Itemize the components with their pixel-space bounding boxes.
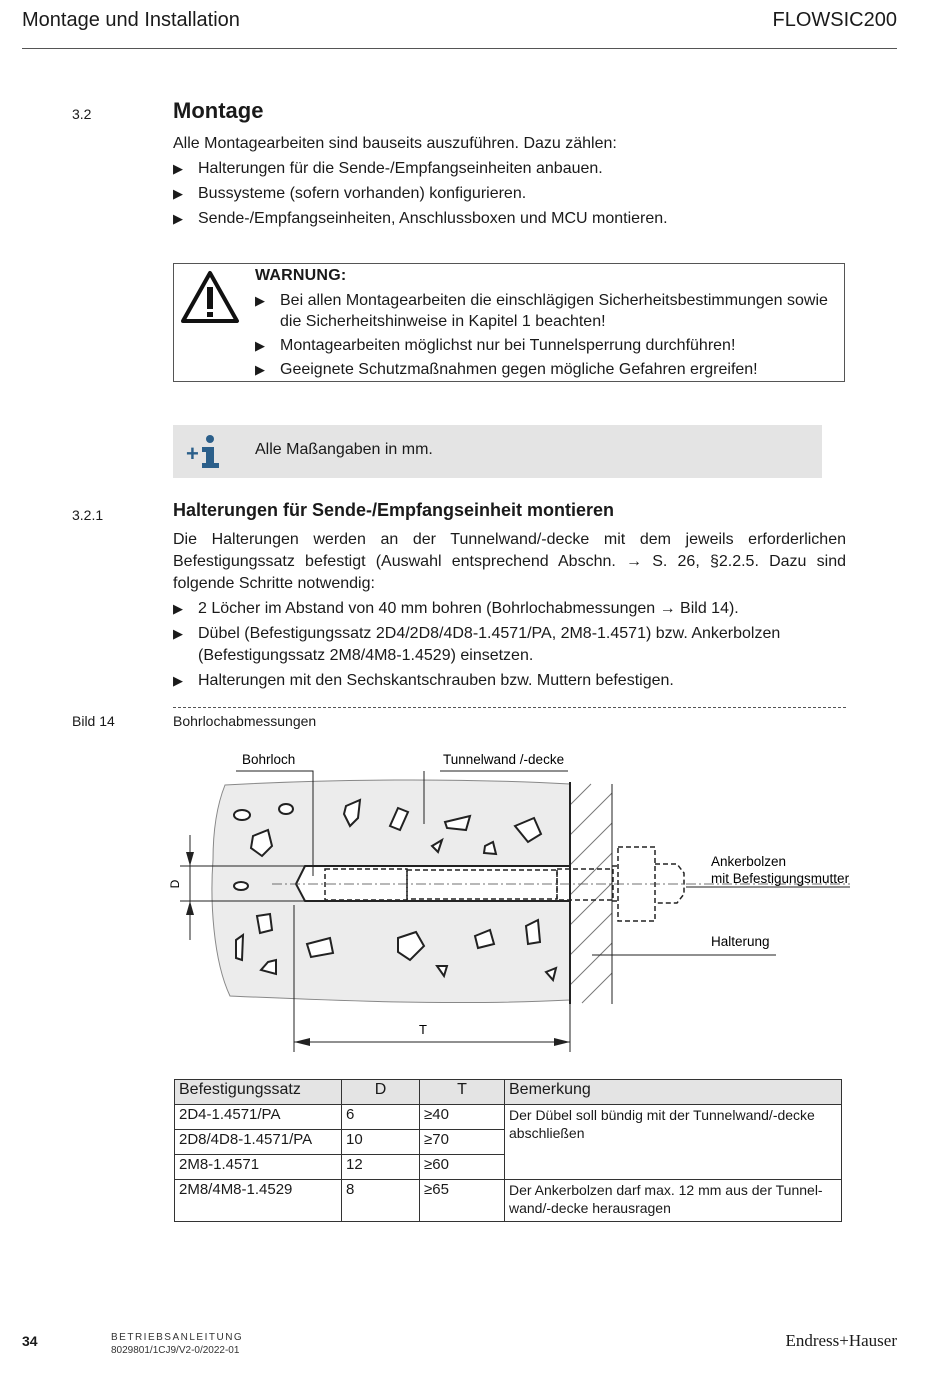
list-item: ▶ Bussysteme (sofern vorhanden) konfigurieren.: [173, 183, 846, 205]
table-header-row: [175, 1080, 842, 1105]
table-cell: 2M8-1.4571: [175, 1155, 342, 1180]
info-icon: [185, 434, 225, 470]
table-cell: 2D4-1.4571/PA: [175, 1105, 342, 1130]
warning-triangle-icon: [180, 270, 240, 324]
bullet-arrow-icon: ▶: [173, 601, 183, 616]
table-row: [175, 1105, 842, 1130]
list-item: ▶ Bei allen Montagearbeiten die einschlägigen Sicherheitsbestimmungen sowie die Sicherheitshinweise in Kapitel 1 beachten!: [255, 292, 828, 330]
section-number: 3.2: [72, 106, 92, 122]
footer-version: 8029801/1CJ9/V2-0/2022-01: [111, 1345, 240, 1356]
list-item: ▶ Montagearbeiten möglichst nur bei Tunnelsperrung durchführen!: [255, 337, 736, 354]
label-ankerbolzen: Ankerbolzen: [711, 854, 787, 869]
subsection-body: [173, 529, 846, 695]
table-cell: ≥65: [420, 1180, 505, 1222]
figure-caption: Bohrlochabmessungen: [173, 713, 317, 729]
list-item: ▶ Halterungen für die Sende-/Empfangseinheiten anbauen.: [173, 158, 846, 180]
warning-list: [255, 290, 835, 383]
bullet-arrow-icon: ▶: [173, 161, 183, 176]
bullet-arrow-icon: ▶: [255, 338, 265, 353]
section-intro: Alle Montagearbeiten sind bauseits auszuführen. Dazu zählen:: [173, 135, 617, 152]
figure-label: Bild 14: [72, 713, 115, 729]
header-product: FLOWSIC200: [772, 9, 897, 31]
label-bohrloch: Bohrloch: [242, 752, 296, 767]
steps-list: [173, 598, 846, 692]
list-item: ▶ Sende-/Empfangseinheiten, Anschlussboxen und MCU montieren.: [173, 208, 846, 230]
header-divider: [22, 48, 897, 49]
table-cell: 10: [342, 1130, 420, 1155]
table-cell: ≥60: [420, 1155, 505, 1180]
page-number: 34: [22, 1333, 38, 1349]
column-header: T: [420, 1080, 505, 1105]
section-title: Montage: [173, 98, 264, 123]
svg-text:+: +: [186, 441, 199, 466]
bullet-arrow-icon: ▶: [173, 626, 183, 641]
dimension-t-label: T: [419, 1022, 427, 1037]
bullet-arrow-icon: ▶: [255, 362, 265, 377]
bullet-arrow-icon: ▶: [173, 673, 183, 688]
table-cell-remark: Der Dübel soll bündig mit der Tunnelwand/-decke abschließen: [505, 1105, 842, 1180]
label-befestigungsmutter: mit Befestigungsmutter: [711, 871, 850, 886]
table-cell: 6: [342, 1105, 420, 1130]
list-item: ▶ Geeignete Schutzmaßnahmen gegen mögliche Gefahren ergreifen!: [255, 361, 758, 378]
section-body: [173, 133, 846, 233]
table-cell: 8: [342, 1180, 420, 1222]
table-row: [175, 1180, 842, 1222]
label-tunnelwand: Tunnelwand /-decke: [443, 752, 565, 767]
list-item: ▶ 2 Löcher im Abstand von 40 mm bohren (Bohrlochabmessungen → Bild 14).: [173, 598, 846, 620]
label-halterung: Halterung: [711, 934, 770, 949]
footer-doc-type: BETRIEBSANLEITUNG: [111, 1332, 244, 1343]
list-item: ▶ Halterungen mit den Sechskantschrauben bzw. Muttern befestigen.: [173, 670, 846, 692]
subsection-paragraph: Die Halterungen werden an der Tunnelwand/-decke mit dem jeweils erforderlichen Befestigungssatz befestigt (Auswahl entsprechend Abschn. → S. 26, §2.2.5. Dazu sind folgende Schritte notwendig:: [173, 531, 846, 592]
spec-table: [174, 1079, 842, 1222]
section-bullet-list: [173, 158, 846, 230]
warning-title: WARNUNG:: [255, 267, 347, 284]
dimension-d-label: D: [168, 879, 183, 889]
drill-hole-diagram: [160, 740, 870, 1060]
bullet-arrow-icon: ▶: [173, 186, 183, 201]
subsection-title: Halterungen für Sende-/Empfangseinheit montieren: [173, 500, 615, 520]
column-header: D: [342, 1080, 420, 1105]
table-cell: 2D8/4D8-1.4571/PA: [175, 1130, 342, 1155]
bullet-arrow-icon: ▶: [255, 293, 265, 308]
table-cell-remark: Der Ankerbolzen darf max. 12 mm aus der Tunnel-wand/-decke herausragen: [505, 1180, 842, 1222]
info-text: Alle Maßangaben in mm.: [255, 441, 433, 458]
table-cell: ≥40: [420, 1105, 505, 1130]
drill-hole: [296, 866, 570, 901]
column-header: Bemerkung: [505, 1080, 842, 1105]
list-item: ▶ Dübel (Befestigungssatz 2D4/2D8/4D8-1.4571/PA, 2M8-1.4571) bzw. Ankerbolzen (Befestigungssatz 2M8/4M8-1.4529) einsetzen.: [173, 625, 781, 664]
table-cell: 12: [342, 1155, 420, 1180]
column-header: Befestigungssatz: [175, 1080, 342, 1105]
table-cell: 2M8/4M8-1.4529: [175, 1180, 342, 1222]
brand-logo: Endress+Hauser: [785, 1331, 897, 1350]
figure-divider: [173, 707, 846, 708]
subsection-number: 3.2.1: [72, 507, 104, 523]
bullet-arrow-icon: ▶: [173, 211, 183, 226]
table-cell: ≥70: [420, 1130, 505, 1155]
header-title: Montage und Installation: [22, 9, 240, 31]
